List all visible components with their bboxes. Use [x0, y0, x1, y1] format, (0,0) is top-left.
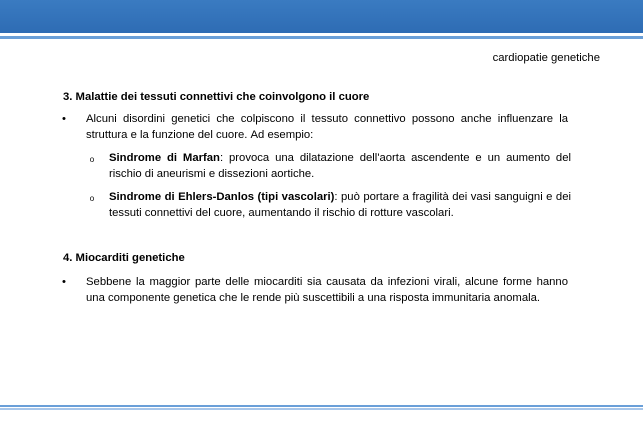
- sub-bullet-icon: o: [89, 194, 95, 203]
- sub-item-description: : può portare a fragilità dei vasi sanguigni e dei tessuti connettivi del cuore, aumentando il rischio di rotture vascolari.: [109, 191, 571, 219]
- document-title: cardiopatie genetiche: [492, 52, 600, 64]
- header-rule: [0, 36, 643, 39]
- header-bar: [0, 0, 643, 33]
- section-heading-myocarditis: 4. Miocarditi genetiche: [63, 252, 185, 264]
- sub-item-description: : provoca una dilatazione dell'aorta ascendente e un aumento del rischio di aneurismi e dissezioni aortiche.: [109, 152, 572, 180]
- section-paragraph-myocarditis: Sebbene la maggior parte delle miocarditi sia causata da infezioni virali, alcune forme hanno una componente genetica che le rende più suscettibili a una risposta immunitaria anomala.: [86, 276, 568, 304]
- footer-rule-light: [0, 408, 643, 410]
- sub-item-marfan: [109, 150, 571, 182]
- sub-item-ehlers-danlos: [109, 189, 571, 221]
- sub-item-term: Sindrome di Ehlers-Danlos (tipi vascolari): [109, 191, 335, 203]
- section-heading-connective-tissue: 3. Malattie dei tessuti connettivi che coinvolgono il cuore: [63, 91, 370, 103]
- footer-rule: [0, 405, 643, 407]
- sub-item-term: Sindrome di Marfan: [109, 152, 220, 164]
- bullet-icon: •: [62, 113, 66, 125]
- sub-bullet-icon: o: [89, 155, 95, 164]
- section-paragraph-connective-tissue: Alcuni disordini genetici che colpiscono il tessuto connettivo possono anche influenzare la struttura e la funzione del cuore. Ad esempio:: [86, 113, 568, 141]
- bullet-icon: •: [62, 276, 66, 288]
